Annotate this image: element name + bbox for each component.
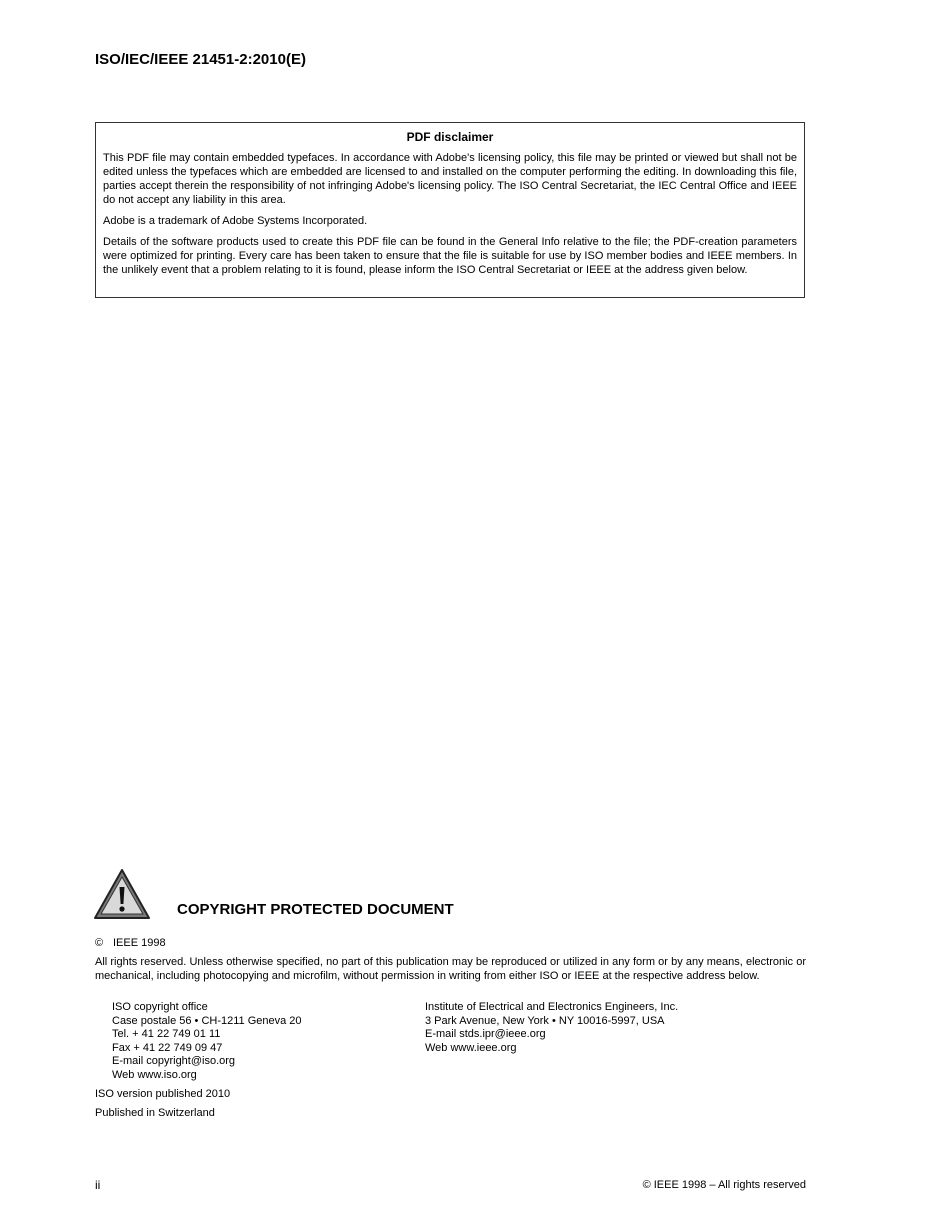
copyright-heading: COPYRIGHT PROTECTED DOCUMENT [177,901,454,918]
copyright-year-line [95,937,166,949]
rights-reserved-text: All rights reserved. Unless otherwise specified, no part of this publication may be reproduced or utilized in any form or by any means, electronic or mechanical, including photocopying and microfilm, without permission in writing from either ISO or IEEE at the respective address below. [95,956,806,982]
iso-address-line: Web www.iso.org [112,1068,197,1081]
iso-address-line: Case postale 56 • CH-1211 Geneva 20 [112,1014,302,1027]
iso-address-line: ISO copyright office [112,1001,208,1013]
ieee-address-line: E-mail stds.ipr@ieee.org [425,1028,546,1041]
pdf-disclaimer-box [95,122,805,298]
pdf-disclaimer-title: PDF disclaimer [406,130,494,144]
iso-address-line: Fax + 41 22 749 09 47 [112,1041,223,1054]
page-number: ii [95,1178,101,1192]
iso-version-note: ISO version published 2010 [95,1088,231,1100]
warning-icon [93,868,151,920]
copyright-year: IEEE 1998 [113,937,166,949]
ieee-address-line: Institute of Electrical and Electronics Engineers, Inc. [425,1001,679,1013]
iso-address-line: Tel. + 41 22 749 01 11 [112,1028,221,1041]
ieee-address-line: Web www.ieee.org [425,1041,517,1054]
iso-address-line: E-mail copyright@iso.org [112,1055,236,1068]
document-header-title: ISO/IEC/IEEE 21451-2:2010(E) [95,51,306,68]
footer-copyright: © IEEE 1998 – All rights reserved [642,1179,806,1191]
disclaimer-paragraph-typefaces: This PDF file may contain embedded typefaces. In accordance with Adobe's licensing policy, this file may be printed or viewed but shall not be edited unless the typefaces which are embedded are licensed to and installed on the computer performing the editing. In downloading this file, parties accept therein the responsibility of not infringing Adobe's licensing policy. The ISO Central Secretariat, the IEC Central Office and IEEE do not accept any liability in this area. [103,152,797,206]
iso-address-block [112,1001,302,1083]
published-in-note: Published in Switzerland [95,1107,215,1119]
disclaimer-paragraph-details: Details of the software products used to create this PDF file can be found in the General Info relative to the file; the PDF-creation parameters were optimized for printing. Every care has been taken to ensure that the file is suitable for use by ISO member bodies and IEEE members. In the unlikely event that a problem relating to it is found, please inform the ISO Central Secretariat or IEEE at the address given below. [103,236,797,276]
disclaimer-paragraph-trademark: Adobe is a trademark of Adobe Systems Incorporated. [103,215,368,227]
copyright-symbol: © [95,937,104,949]
ieee-address-block [425,1001,678,1055]
ieee-address-line: 3 Park Avenue, New York • NY 10016-5997, USA [425,1014,665,1027]
